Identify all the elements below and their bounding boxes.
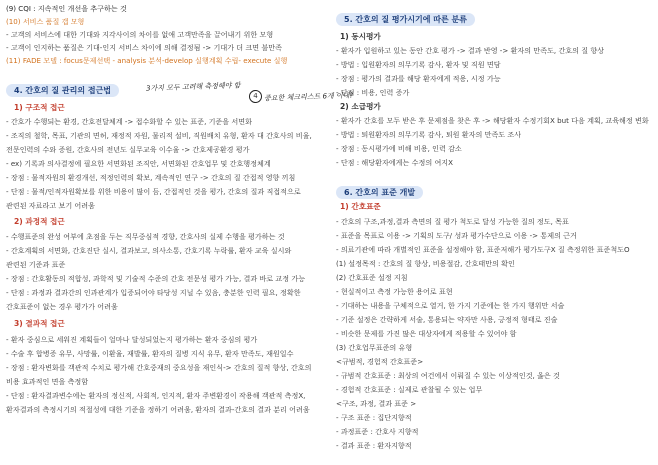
body-line: - 단점 : 해당환자에게는 수정의 여지X [336, 158, 454, 167]
body-line: - 기준 설정은 간략하게 서술, 통용되는 약자만 사용, 긍정적 형태로 진술 [336, 315, 558, 324]
body-line: 관련된 기준과 표준 [6, 260, 66, 269]
body-line: - 수술 후 합병증 유무, 사망률, 이환율, 재발률, 환자의 질병 지식 유무, 환자 만족도, 재원일수 [6, 349, 294, 358]
handwritten-note: 3가지 모두 고려해 측정해야 함 [145, 81, 241, 93]
body-line: - 구조 표준 : 집단지향적 [336, 413, 412, 422]
subsection-heading: 1) 구조적 접근 [14, 103, 65, 112]
intro-line: - 고객이 인지하는 품질은 기대-인지 서비스 차이에 의해 결정됨 -> 기대가 더 크면 불만족 [6, 43, 282, 52]
body-line: - 단점 : 과정과 결과간의 인과관계가 입증되어야 타당성 지닐 수 있음, 충분한 인력 필요, 정확한 [6, 288, 301, 297]
body-line: 관련된 자료라고 보기 어려움 [6, 201, 95, 210]
body-line: <구조, 과정, 결과 표준 > [336, 399, 417, 408]
intro-line: (9) CQI : 지속적인 개선을 추구하는 것 [6, 4, 127, 13]
subsection-heading: 1) 간호표준 [340, 202, 381, 211]
body-line: - 장점 : 간호활동의 적합성, 과학적 및 기술적 수준의 간호 전문성 평가 가능, 결과 바로 교정 가능 [6, 274, 306, 283]
body-line: 간호표준이 없는 경우 평가가 어려움 [6, 302, 118, 311]
body-line: (3) 간호업무표준의 유형 [336, 343, 413, 352]
body-line: - 수행표준의 완성 여부에 초점을 두는 직무중심적 경향, 간호사의 실제 수행을 평가하는 것 [6, 232, 285, 241]
body-line: - 과정표준 : 간호사 지향적 [336, 427, 419, 436]
subsection-heading: 1) 동시평가 [340, 32, 381, 41]
body-line: - 표준을 목표로 이용 -> 기획의 도구/ 성과 평가수단으로 이용 -> 통제의 근거 [336, 231, 577, 240]
body-line: - 방법 : 퇴원환자의 의무기록 감사, 퇴원 환자의 만족도 조사 [336, 130, 522, 139]
intro-line: - 고객의 서비스에 대한 기대와 지각사이의 차이를 없애 고객만족을 끌어내기 위한 모형 [6, 30, 274, 39]
body-line: - 규범적 간호표준 : 최상의 여건에서 이뤄질 수 있는 이상적인것, 옳은 것 [336, 371, 560, 380]
intro-line: (10) 서비스 품질 갭 모형 [6, 17, 85, 26]
body-line: 전문인력의 수와 증원, 간호사의 전년도 실무교육 이수율 -> 간호제공환경 평가 [6, 145, 250, 154]
body-line: - 환자가 입원하고 있는 동안 간호 평가 -> 결과 반영 -> 환자의 만족도, 간호의 질 향상 [336, 46, 605, 55]
body-line: - 비슷한 문제를 가진 많은 대상자에게 적용할 수 있어야 함 [336, 329, 517, 338]
body-line: - 단점 : 물적/인적자원확보를 위한 비용이 많이 듬, 간접적인 것을 평가, 간호의 질과 직접적으로 [6, 187, 301, 196]
body-line: - 간호가 수행되는 환경, 간호전달체계 -> 접수화할 수 있는 표준, 기준을 서면화 [6, 117, 252, 126]
body-line: - 간호계획의 서면화, 간호진단 실시, 결과보고, 의사소통, 간호기록 누락률, 환자 교육 실시와 [6, 246, 292, 255]
body-line: - 환자가 간호를 모두 받은 후 문제점을 찾은 후 -> 해당환자 수정기회X but 다음 계획, 교육해정 변화 [336, 116, 649, 125]
body-line: - 현실적이고 측정 가능한 용어로 표현 [336, 287, 453, 296]
body-line: - 환자 중심으로 세워진 계획들이 얼마나 달성되었는지 평가하는 환자 중심의 평가 [6, 335, 258, 344]
body-line: - 조직의 철학, 목표, 기관의 면허, 재정적 자원, 물리적 설비, 직원배치 유형, 환자 대 간호사의 비율, [6, 131, 312, 140]
body-line: - 장점 : 동시평가에 비해 비용, 인력 감소 [336, 144, 462, 153]
body-line: - 간호의 구조,과정,결과 측면의 질 평가 척도로 달성 가능한 질의 정도, 목표 [336, 217, 569, 226]
body-line: - 의료기관에 따라 개별적인 표준을 설정해야 함, 표준저해가 평가도구X 질 측정위한 표준척도O [336, 245, 630, 254]
subsection-heading: 2) 과정적 접근 [14, 217, 65, 226]
subsection-heading: 3) 결과적 접근 [14, 319, 65, 328]
intro-line: (11) FADE 모델 : focus문제선택 - analysis 분석-develop 실행계획 수립- execute 실행 [6, 56, 288, 65]
body-line: - 기대하는 내용을 구체적으로 열거, 한 가지 기준에는 한 가지 행위만 서술 [336, 301, 565, 310]
body-line: (1) 설정목적 : 간호의 질 향상, 비용절감, 간호태만의 확인 [336, 259, 515, 268]
body-line: - 장점 : 평가의 결과를 해당 환자에게 적용, 시정 가능 [336, 74, 501, 83]
body-line: - ex) 기록과 의사결정에 필요한 서면화된 조직안, 서면화된 간호업무 및 간호행정체계 [6, 159, 271, 168]
body-line: (2) 간호표준 설정 지침 [336, 273, 408, 282]
body-line: - 장점 : 물적자원의 환경개선, 적정인력의 확보, 계속적인 연구 -> 간호의 질 간접적 영향 끼침 [6, 173, 296, 182]
section-title: 4. 간호의 질 관리의 접근법 [6, 84, 119, 97]
body-line: 비용 효과적인 면을 측정함 [6, 377, 89, 386]
body-line: - 단점 : 비용, 인력 증가 [336, 88, 410, 97]
body-line: - 결과 표준 : 환자지향적 [336, 441, 412, 450]
subsection-heading: 2) 소급평가 [340, 102, 381, 111]
body-line: - 방법 : 입원환자의 의무기록 감사, 환자 및 직원 면담 [336, 60, 501, 69]
body-line: <규범적, 경험적 간호표준> [336, 357, 424, 366]
section-title: 6. 간호의 표준 개발 [336, 186, 423, 199]
section-title: 5. 간호의 질 평가시기에 따른 분류 [336, 13, 475, 26]
body-line: 환자결과의 측정시기의 적절성에 대한 기준을 정하기 어려움, 환자의 결과-간호의 결과 분리 어려움 [6, 405, 310, 414]
body-line: - 경험적 간호표준 : 실제로 관찰될 수 있는 업무 [336, 385, 483, 394]
body-line: - 장점 : 환자변화를 객관적 수치로 평가해 간호중재의 중요성을 재인식-> 간호의 질적 향상, 간호의 [6, 363, 312, 372]
handwritten-circle: 4 [249, 90, 262, 103]
body-line: - 단점 : 환자결과변수에는 환자의 정신적, 사회적, 인지적, 환자 주변환경이 작용해 객관적 측정X, [6, 391, 306, 400]
handwritten-note: 중요한 체크리스트 6개 이내? [263, 91, 354, 103]
